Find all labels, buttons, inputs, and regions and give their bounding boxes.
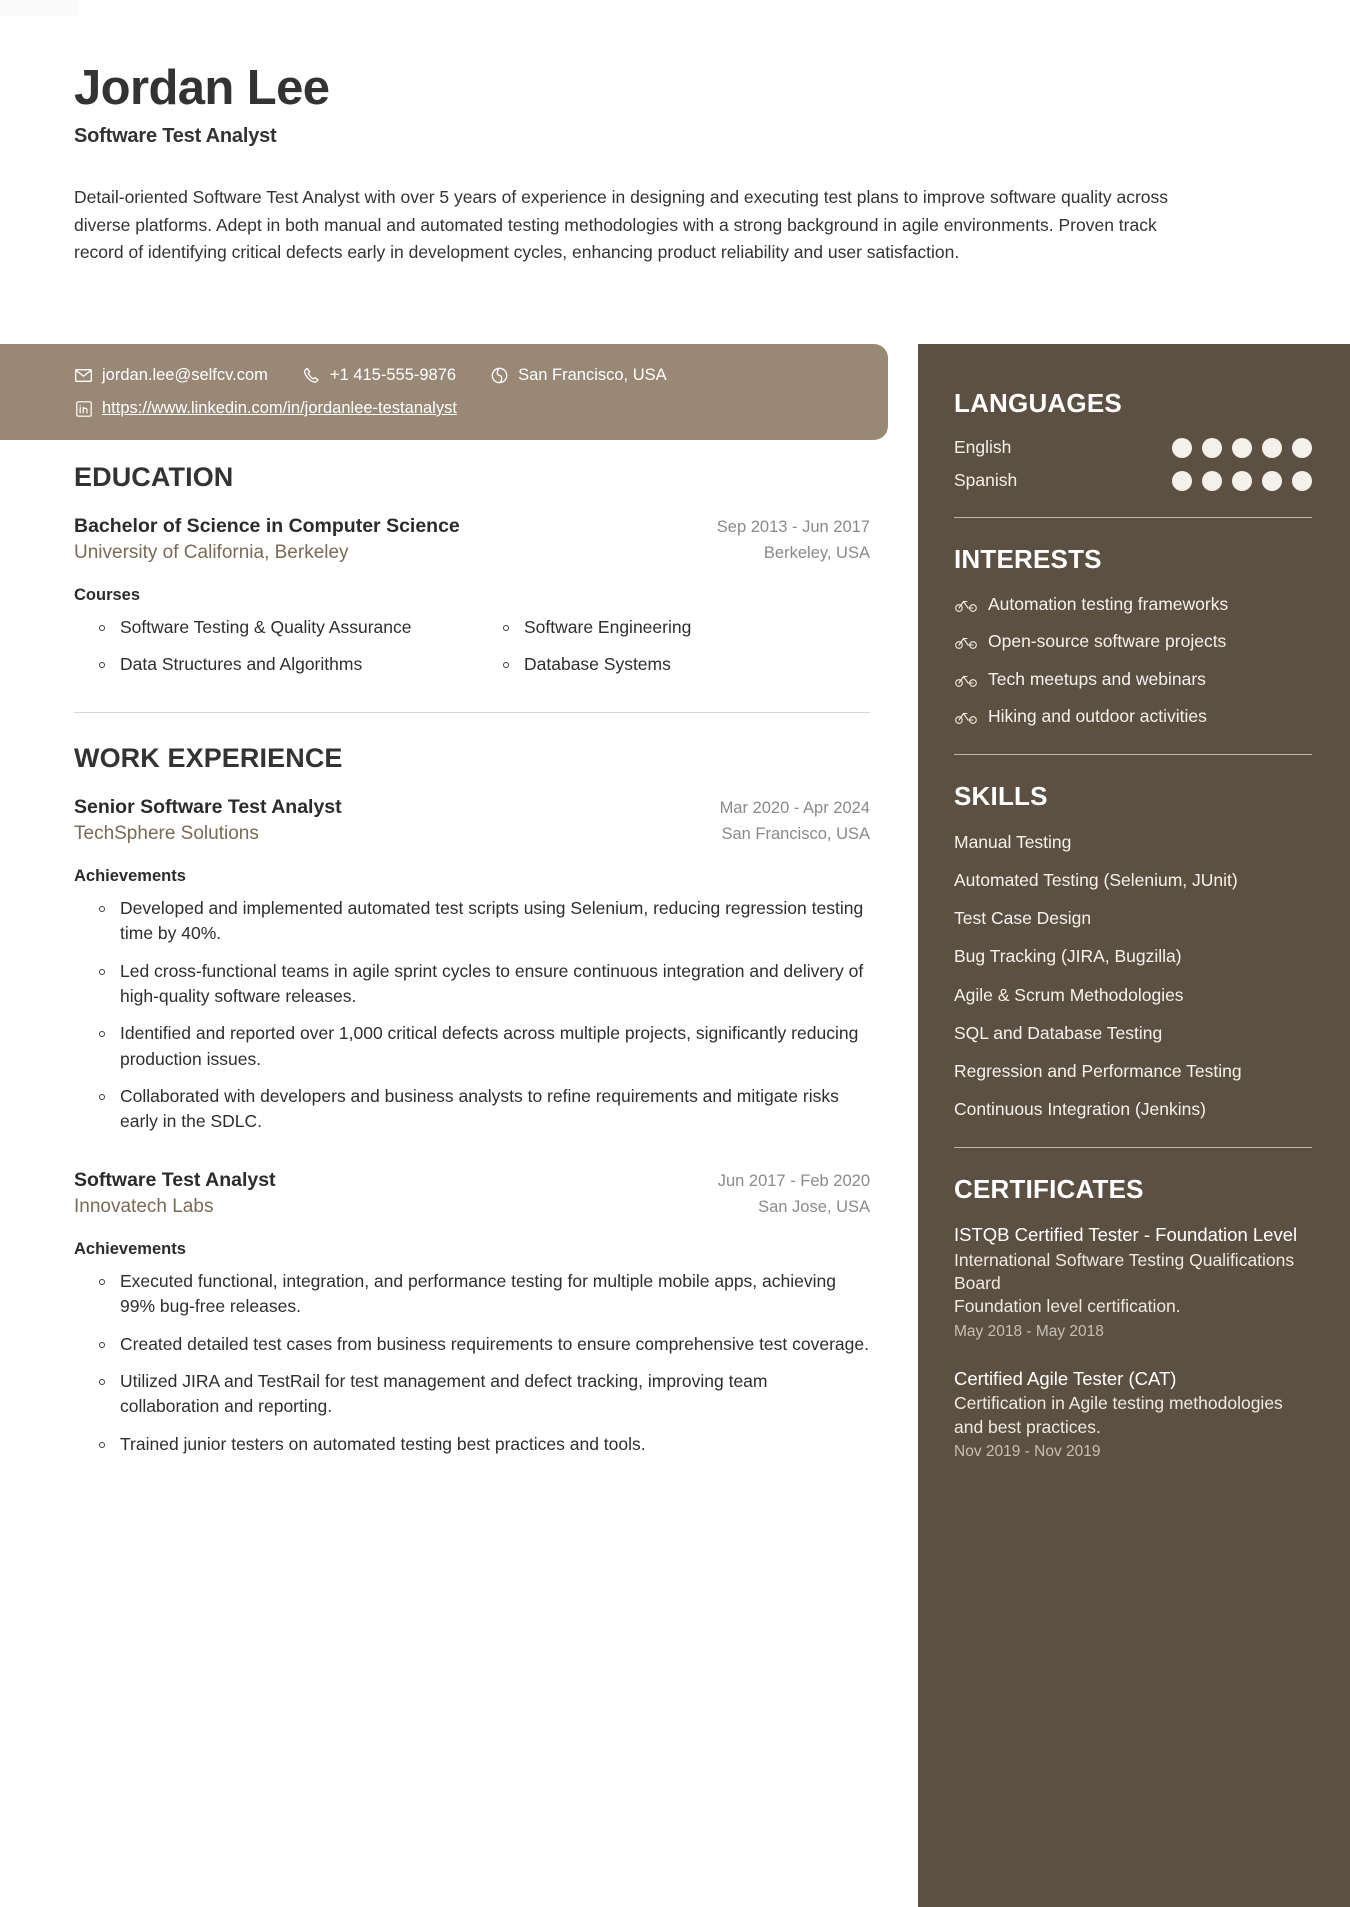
skill-item: Automated Testing (Selenium, JUnit) <box>954 870 1238 891</box>
work-experience-section <box>74 743 870 1457</box>
contact-linkedin[interactable] <box>74 399 457 418</box>
contact-location <box>490 366 667 385</box>
list-item: Utilized JIRA and TestRail for test management and defect tracking, improving team collaboration and reporting. <box>80 1369 870 1420</box>
certificate-date: Nov 2019 - Nov 2019 <box>954 1443 1101 1461</box>
list-item: Database Systems <box>484 652 870 677</box>
language-name: English <box>954 437 1012 457</box>
level-dot <box>1202 438 1222 458</box>
work-entry-top <box>74 1169 870 1192</box>
globe-icon <box>490 366 509 385</box>
education-date: Sep 2013 - Jun 2017 <box>716 518 870 536</box>
linkedin-icon <box>74 399 93 418</box>
courses-label: Courses <box>74 586 141 604</box>
page-top-artifact <box>0 0 78 16</box>
bicycle-icon <box>954 632 978 652</box>
level-dot <box>1202 471 1222 491</box>
skill-item: SQL and Database Testing <box>954 1022 1163 1043</box>
main-content <box>74 462 870 1469</box>
list-item: Executed functional, integration, and performance testing for multiple mobile apps, achieving 99% bug-free releases. <box>80 1269 870 1320</box>
education-section <box>74 462 870 690</box>
certificate-name: Certified Agile Tester (CAT) <box>954 1367 1177 1389</box>
certificate-description: Foundation level certification. <box>954 1296 1181 1317</box>
interest-label: Automation testing frameworks <box>988 594 1229 614</box>
envelope-icon <box>74 366 93 385</box>
list-item: Trained junior testers on automated testing best practices and tools. <box>80 1432 870 1457</box>
work-job-title: Software Test Analyst <box>74 1168 276 1191</box>
work-entry-sub <box>74 1196 870 1218</box>
education-entry-sub <box>74 542 870 564</box>
work-job-title: Senior Software Test Analyst <box>74 795 342 818</box>
certificate-name: ISTQB Certified Tester - Foundation Level <box>954 1224 1298 1246</box>
interest-label: Tech meetups and webinars <box>988 668 1206 689</box>
contact-phone[interactable] <box>302 366 456 385</box>
level-dot <box>1172 471 1192 491</box>
level-dot <box>1172 438 1192 458</box>
skill-item: Agile & Scrum Methodologies <box>954 984 1184 1005</box>
list-item: Identified and reported over 1,000 critical defects across multiple projects, significantly reducing production issues. <box>80 1021 870 1072</box>
work-company: TechSphere Solutions <box>74 822 259 844</box>
work-entry-sub <box>74 823 870 845</box>
bicycle-icon <box>954 669 978 689</box>
education-entry-top <box>74 515 870 538</box>
bicycle-icon <box>954 706 978 726</box>
contact-email[interactable] <box>74 366 268 385</box>
skill-item: Test Case Design <box>954 908 1092 929</box>
certificate-issuer: International Software Testing Qualifications Board <box>954 1249 1295 1294</box>
certificate-description: Certification in Agile testing methodologies and best practices. <box>954 1393 1283 1437</box>
interest-item <box>954 593 1312 616</box>
contact-location-text: San Francisco, USA <box>518 366 667 384</box>
skill-item: Regression and Performance Testing <box>954 1060 1242 1081</box>
work-date: Jun 2017 - Feb 2020 <box>717 1171 870 1190</box>
candidate-job-title: Software Test Analyst <box>74 124 277 147</box>
contact-email-text: jordan.lee@selfcv.com <box>102 366 268 384</box>
interests-section <box>954 544 1312 728</box>
work-entry-top <box>74 796 870 819</box>
list-item: Software Engineering <box>484 615 870 640</box>
work-company: Innovatech Labs <box>74 1195 214 1217</box>
phone-icon <box>302 366 321 385</box>
interest-label: Open-source software projects <box>988 631 1227 652</box>
contact-linkedin-text: https://www.linkedin.com/in/jordanlee-testanalyst <box>102 399 457 417</box>
professional-summary: Detail-oriented Software Test Analyst with over 5 years of experience in designing and executing test plans to improve software quality across diverse platforms. Adept in both manual and automated testing methodologies with a strong background in agile environments. Proven track record of identifying critical defects early in development cycles, enhancing product reliability and user satisfaction. <box>74 186 1169 263</box>
contact-row-primary <box>74 366 888 385</box>
contact-phone-text: +1 415-555-9876 <box>329 366 457 384</box>
education-location: Berkeley, USA <box>763 544 870 562</box>
contact-row-secondary <box>74 399 888 418</box>
list-item: Led cross-functional teams in agile sprint cycles to ensure continuous integration and delivery of high-quality software releases. <box>80 959 870 1010</box>
skill-item: Bug Tracking (JIRA, Bugzilla) <box>954 946 1182 967</box>
skill-item: Continuous Integration (Jenkins) <box>954 1099 1206 1120</box>
resume-header <box>0 0 1190 267</box>
language-level-dots <box>1172 471 1312 491</box>
work-entry <box>74 1169 870 1457</box>
certificates-section <box>954 1174 1312 1461</box>
level-dot <box>1232 471 1252 491</box>
list-item: Developed and implemented automated test scripts using Selenium, reducing regression testing time by 40%. <box>80 896 870 947</box>
work-date: Mar 2020 - Apr 2024 <box>719 798 870 817</box>
work-location: San Francisco, USA <box>721 824 870 843</box>
interest-label: Hiking and outdoor activities <box>988 705 1207 726</box>
bicycle-icon <box>954 595 978 615</box>
section-divider <box>74 712 870 713</box>
sidebar <box>918 344 1350 1907</box>
certificates-heading: CERTIFICATES <box>954 1174 1144 1205</box>
list-item: Created detailed test cases from business requirements to ensure comprehensive test coverage. <box>80 1332 870 1357</box>
achievements-label: Achievements <box>74 1239 186 1258</box>
list-item: Software Testing & Quality Assurance <box>80 615 466 640</box>
work-experience-heading: WORK EXPERIENCE <box>74 742 343 773</box>
education-degree: Bachelor of Science in Computer Science <box>74 515 460 537</box>
level-dot <box>1292 438 1312 458</box>
education-institution: University of California, Berkeley <box>74 542 349 563</box>
education-entry <box>74 515 870 690</box>
interest-item <box>954 668 1312 691</box>
contact-bar <box>0 344 888 440</box>
language-row-english <box>954 437 1312 458</box>
language-level-dots <box>1172 438 1312 458</box>
languages-heading: LANGUAGES <box>954 388 1122 418</box>
achievements-list <box>74 896 870 1135</box>
level-dot <box>1262 438 1282 458</box>
interest-item <box>954 705 1312 728</box>
sidebar-divider <box>954 517 1312 518</box>
interest-item <box>954 630 1312 653</box>
education-heading: EDUCATION <box>74 462 234 492</box>
achievements-list <box>74 1269 870 1457</box>
courses-list <box>74 615 870 690</box>
level-dot <box>1292 471 1312 491</box>
level-dot <box>1232 438 1252 458</box>
certificate-date: May 2018 - May 2018 <box>954 1322 1104 1340</box>
skills-heading: SKILLS <box>954 781 1048 812</box>
work-location: San Jose, USA <box>758 1197 870 1216</box>
interests-heading: INTERESTS <box>954 544 1102 574</box>
sidebar-divider <box>954 1147 1312 1148</box>
level-dot <box>1262 471 1282 491</box>
candidate-name: Jordan Lee <box>74 61 330 115</box>
sidebar-divider <box>954 754 1312 755</box>
language-name: Spanish <box>954 470 1018 490</box>
skill-item: Manual Testing <box>954 832 1072 853</box>
language-row-spanish <box>954 470 1312 491</box>
languages-section <box>954 388 1312 491</box>
certificate-item <box>954 1367 1312 1461</box>
work-entry <box>74 796 870 1135</box>
list-item: Collaborated with developers and business analysts to refine requirements and mitigate risks early in the SDLC. <box>80 1084 870 1135</box>
achievements-label: Achievements <box>74 866 186 885</box>
list-item: Data Structures and Algorithms <box>80 652 466 677</box>
certificate-item <box>954 1223 1312 1341</box>
skills-section <box>954 781 1312 1121</box>
